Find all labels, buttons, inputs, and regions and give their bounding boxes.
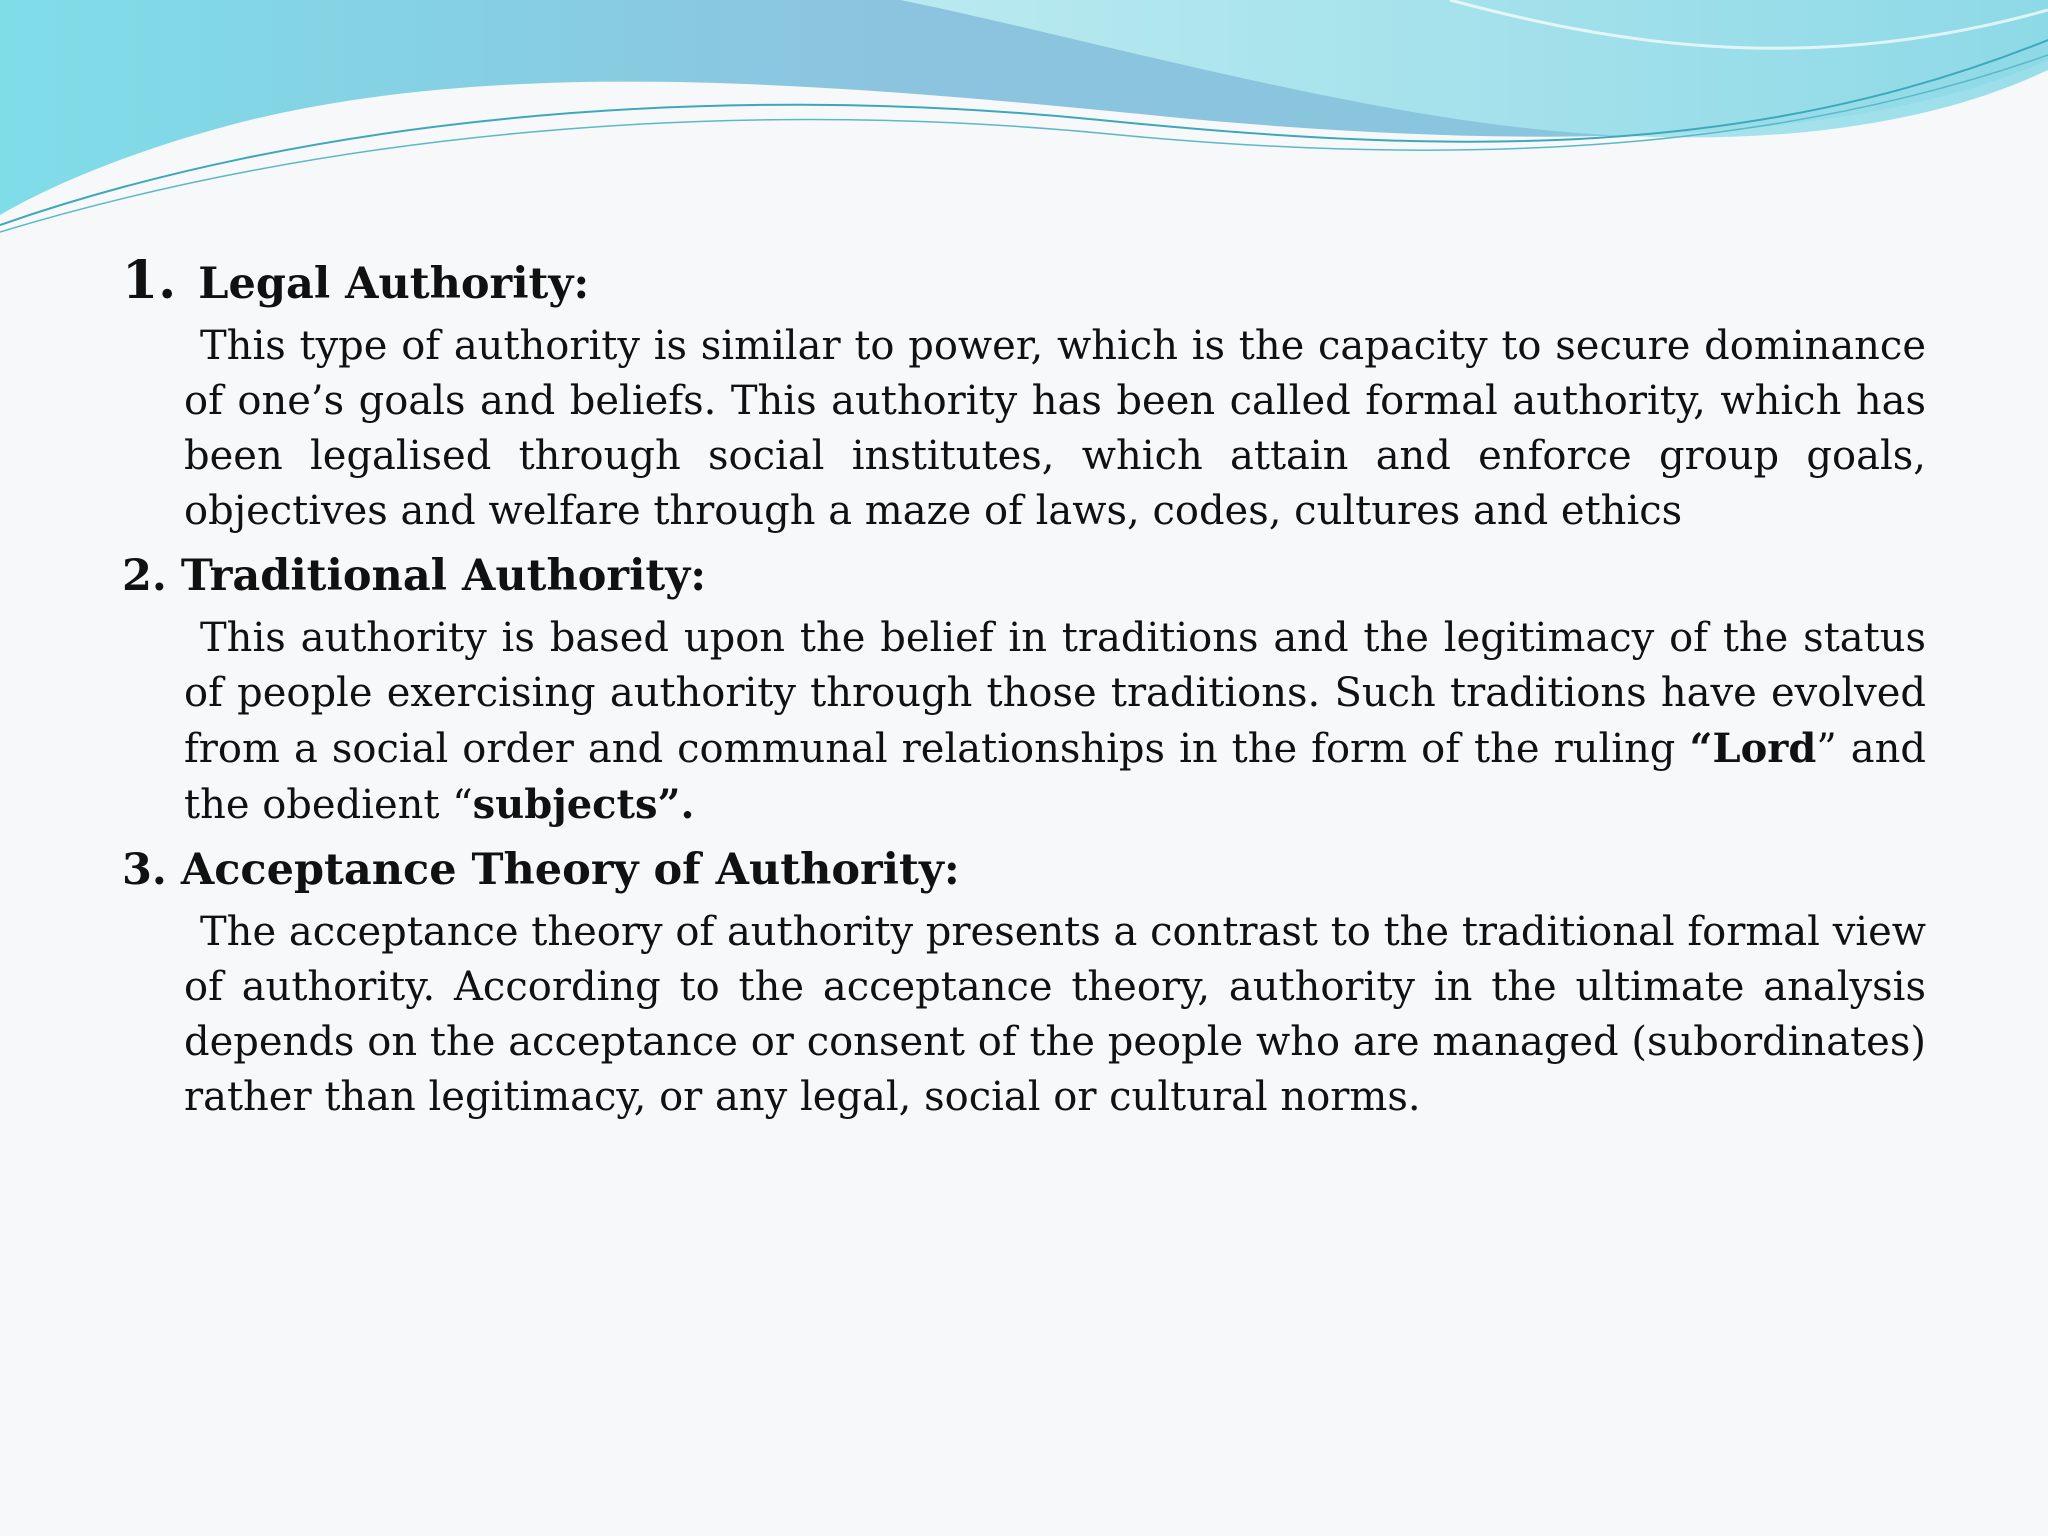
section-heading-traditional [122,547,1926,605]
section-number: 1. [122,250,177,311]
paragraph-text: This authority is based upon the belief in traditions and the legitimacy of the status of people exercising authority through those traditions. Such traditions have evolved from a social order and communal relationships in the form of the ruling [184,615,1926,772]
emphasis-lord: Lord [1712,725,1817,772]
section-number: 3. [122,845,167,895]
section-title: Acceptance Theory of Authority: [180,845,960,895]
section-title: Legal Authority: [198,259,590,309]
section-paragraph-legal: This type of authority is similar to power, which is the capacity to secure dominance of one’s goals and beliefs. This authority has been called formal authority, which has been legalised through social institutes, which attain and enforce group goals, objectives and welfare through a maze of laws, codes, cultures and ethics [184,323,1926,534]
header-wave-decoration [0,0,2048,240]
section-paragraph-traditional [184,611,1926,833]
slide-content [122,252,1926,1133]
section-paragraph-acceptance: The acceptance theory of authority presents a contrast to the traditional formal view of authority. According to the acceptance theory, authority in the ultimate analysis depends on the acceptance or consent of the people who are managed (subordinates) rather than legitimacy, or any legal, social or cultural norms. [184,909,1926,1120]
emphasis-subjects: subjects [472,781,658,828]
section-heading-legal [122,252,1926,313]
section-number: 2. [122,551,167,601]
paragraph-text: ” and the obedient “ [184,726,1926,828]
paragraph-end: ”. [657,781,695,828]
quote-mark: “ [1689,725,1713,772]
section-heading-acceptance [122,841,1926,899]
section-title: Traditional Authority: [180,551,707,601]
